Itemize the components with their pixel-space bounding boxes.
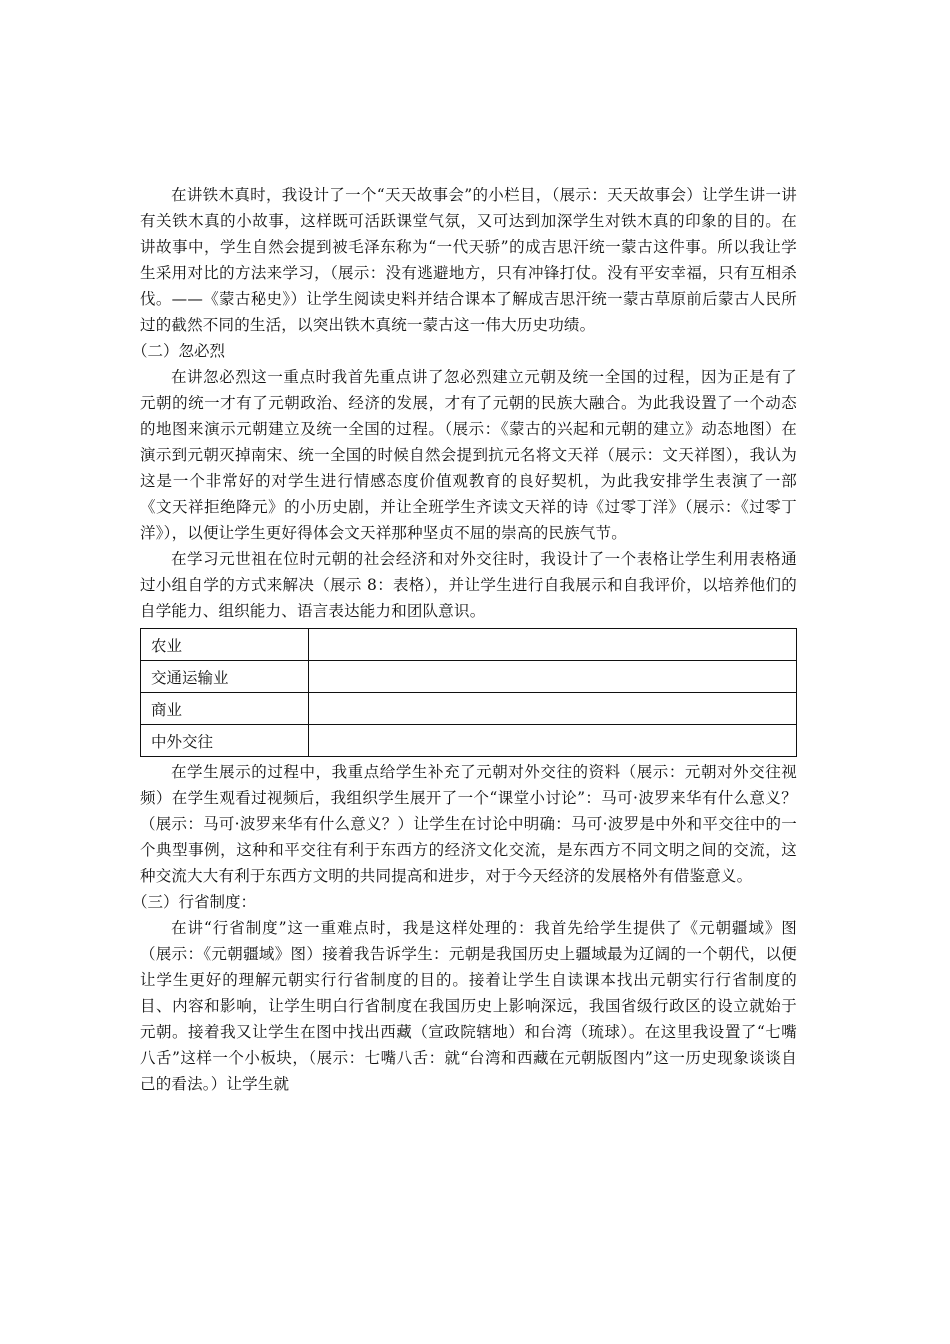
document-page: [132, 182, 797, 1097]
paragraph-province-system: 在讲“行省制度”这一重难点时，我是这样处理的：我首先给学生提供了《元朝疆域》图（展示：《元朝疆域》图）接着我告诉学生：元朝是我国历史上疆域最为辽阔的一个朝代，以便让学生更好的理解元朝实行行省制度的目的。接着让学生自读课本找出元朝实行行省制度的目、内容和影响，让学生明白行省制度在我国历史上影响深远，我国省级行政区的设立就始于元朝。接着我又让学生在图中找出西藏（宣政院辖地）和台湾（琉球）。在这里我设置了“七嘴八舌”这样一个小板块，（展示：七嘴八舌：就“台湾和西藏在元朝版图内”这一历史现象谈谈自己的看法。）让学生就: [140, 919, 797, 1093]
table-cell-label: 农业: [141, 629, 309, 661]
table-row: [141, 693, 797, 725]
paragraph-kublai-unification: 在讲忽必烈这一重点时我首先重点讲了忽必烈建立元朝及统一全国的过程，因为正是有了元朝的统一才有了元朝政治、经济的发展，才有了元朝的民族大融合。为此我设置了一个动态的地图来演示元朝建立及统一全国的过程。（展示：《蒙古的兴起和元朝的建立》动态地图）在演示到元朝灭掉南宋、统一全国的时候自然会提到抗元名将文天祥（展示：文天祥图），我认为这是一个非常好的对学生进行情感态度价值观教育的良好契机，为此我安排学生表演了一部《文天祥拒绝降元》的小历史剧，并让全班学生齐读文天祥的诗《过零丁洋》（展示：《过零丁洋》），以便让学生更好得体会文天祥那种坚贞不屈的崇高的民族气节。: [140, 368, 797, 542]
section-heading-kublai: （二）忽必烈: [132, 342, 226, 360]
economy-exchange-table: [140, 628, 797, 757]
paragraph-tiemuzhen: 在讲铁木真时，我设计了一个“天天故事会”的小栏目，（展示：天天故事会）让学生讲一讲有关铁木真的小故事，这样既可活跃课堂气氛，又可达到加深学生对铁木真的印象的目的。在讲故事中，学生自然会提到被毛泽东称为“一代天骄”的成吉思汗统一蒙古这件事。所以我让学生采用对比的方法来学习，（展示：没有逃避地方，只有冲锋打仗。没有平安幸福，只有互相杀伐。——《蒙古秘史》）让学生阅读史料并结合课本了解成吉思汗统一蒙古草原前后蒙古人民所过的截然不同的生活，以突出铁木真统一蒙古这一伟大历史功绩。: [140, 186, 797, 334]
table-cell-value: [309, 629, 797, 661]
table-row: [141, 629, 797, 661]
table-cell-label: 中外交往: [141, 725, 309, 757]
section-heading-province-system: （三）行省制度：: [132, 893, 257, 911]
table-cell-label: 商业: [141, 693, 309, 725]
table-cell-label: 交通运输业: [141, 661, 309, 693]
table-row: [141, 725, 797, 757]
table-cell-value: [309, 693, 797, 725]
paragraph-marco-polo: 在学生展示的过程中，我重点给学生补充了元朝对外交往的资料（展示：元朝对外交往视频）在学生观看过视频后，我组织学生展开了一个“课堂小讨论”：马可·波罗来华有什么意义？（展示：马可·波罗来华有什么意义？）让学生在讨论中明确：马可·波罗是中外和平交往中的一个典型事例，这种和平交往有利于东西方的经济文化交流，是东西方不同文明之间的交流，这种交流大大有利于东西方文明的共同提高和进步，对于今天经济的发展格外有借鉴意义。: [140, 763, 797, 885]
paragraph-economy-table-intro: 在学习元世祖在位时元朝的社会经济和对外交往时，我设计了一个表格让学生利用表格通过小组自学的方式来解决（展示 8：表格），并让学生进行自我展示和自我评价，以培养他们的自学能力、组织能力、语言表达能力和团队意识。: [140, 550, 797, 620]
table-cell-value: [309, 725, 797, 757]
table-cell-value: [309, 661, 797, 693]
table-row: [141, 661, 797, 693]
